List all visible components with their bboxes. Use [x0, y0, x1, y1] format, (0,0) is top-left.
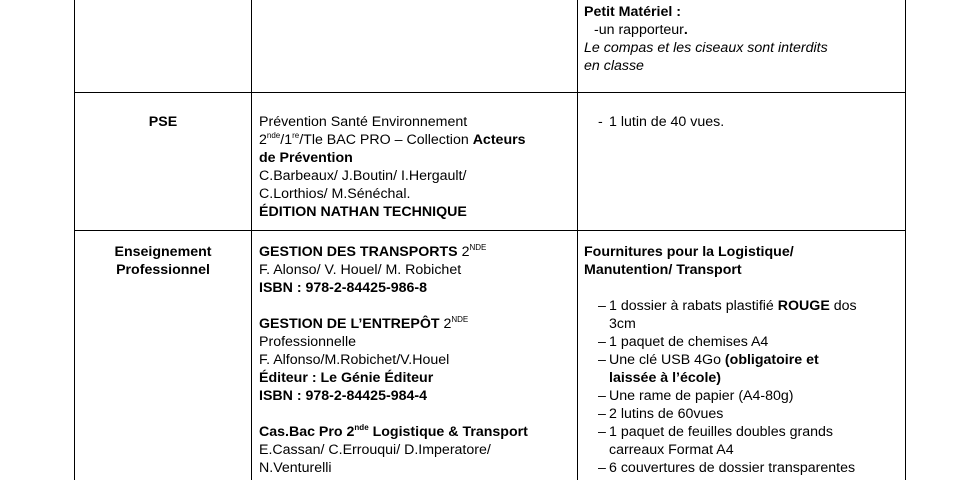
- supply-6: 1 paquet de feuilles doubles grands: [609, 424, 834, 440]
- book2-title-line: [259, 315, 528, 333]
- supply-item: [584, 297, 857, 315]
- book1-level-sup: NDE: [469, 243, 487, 252]
- book1-title: GESTION DES TRANSPORTS: [259, 244, 462, 260]
- note-line-1: Le compas et les ciseaux sont interdits: [584, 40, 828, 56]
- supply-item: [584, 405, 857, 423]
- supplies-title-2: Manutention/ Transport: [584, 262, 742, 278]
- pse-book-cell: [259, 113, 526, 221]
- supply-6-cont: carreaux Format A4: [609, 442, 734, 458]
- pro-subject-line-1: Enseignement: [114, 244, 212, 260]
- supply-2: 1 paquet de chemises A4: [609, 334, 769, 350]
- book2-title: GESTION DE L’ENTREPÔT: [259, 316, 444, 332]
- book3-authors-2: N.Venturelli: [259, 460, 332, 476]
- pse-level-2-sup: nde: [266, 131, 281, 140]
- petit-materiel-item-end: .: [683, 22, 688, 38]
- supply-3b: (obligatoire et: [724, 352, 819, 368]
- pro-books-cell: [259, 243, 528, 477]
- book3-title-sup: nde: [354, 423, 369, 432]
- supply-dash: –: [598, 424, 606, 440]
- petit-materiel-item-text: -un rapporteur: [594, 22, 684, 38]
- supply-1b: ROUGE: [777, 298, 830, 314]
- supply-item: [584, 387, 857, 405]
- petit-materiel-title: Petit Matériel :: [584, 4, 681, 20]
- pse-supplies-cell: [584, 113, 724, 131]
- book1-level: 2: [461, 244, 470, 260]
- supply-item: [584, 351, 857, 369]
- table-border-left: [74, 0, 75, 480]
- book1-title-line: [259, 243, 528, 261]
- top-supplies-cell: [584, 3, 828, 75]
- book1-isbn: ISBN : 978-2-84425-986-8: [259, 280, 427, 296]
- supply-7: 6 couvertures de dossier transparentes: [609, 460, 856, 476]
- pse-subject: PSE: [148, 114, 178, 130]
- pse-level-rest: /Tle BAC PRO – Collection: [299, 132, 473, 148]
- book3-title-a: Cas.Bac Pro 2: [259, 424, 355, 440]
- book3-title-line: [259, 423, 528, 441]
- supply-dash: –: [598, 460, 606, 476]
- supply-item: [584, 423, 857, 441]
- pro-subject: [75, 243, 251, 279]
- pse-book-title: Prévention Santé Environnement: [259, 114, 468, 130]
- book2-publisher: Éditeur : Le Génie Éditeur: [259, 370, 434, 386]
- supply-dash: –: [598, 406, 606, 422]
- pro-supplies-cell: [584, 243, 857, 477]
- supply-1a: 1 dossier à rabats plastifié: [609, 298, 778, 314]
- pse-authors-1: C.Barbeaux/ J.Boutin/ I.Hergault/: [259, 168, 467, 184]
- supplies-title-1: Fournitures pour la Logistique/: [584, 244, 794, 260]
- supply-item: [584, 459, 857, 477]
- column-divider-1: [251, 0, 252, 480]
- book1-authors: F. Alonso/ V. Houel/ M. Robichet: [259, 262, 462, 278]
- supply-dash: –: [598, 388, 606, 404]
- pse-publisher: ÉDITION NATHAN TECHNIQUE: [259, 204, 467, 220]
- supply-5: 2 lutins de 60vues: [609, 406, 724, 422]
- supply-4: Une rame de papier (A4-80g): [609, 388, 794, 404]
- pse-authors-2: C.Lorthios/ M.Sénéchal.: [259, 186, 411, 202]
- pse-level-2: 2: [259, 132, 267, 148]
- book3-title-b: Logistique & Transport: [368, 424, 528, 440]
- supply-3a: Une clé USB 4Go: [609, 352, 725, 368]
- pse-collection-2: de Prévention: [259, 150, 353, 166]
- table-border-right: [905, 0, 906, 480]
- book2-authors: F. Alfonso/M.Robichet/V.Houel: [259, 352, 450, 368]
- book2-subtitle: Professionnelle: [259, 334, 357, 350]
- column-divider-2: [577, 0, 578, 480]
- book3-authors-1: E.Cassan/ C.Errouqui/ D.Imperatore/: [259, 442, 491, 458]
- book2-level: 2: [443, 316, 452, 332]
- book2-level-sup: NDE: [451, 315, 469, 324]
- supply-dash: –: [598, 334, 606, 350]
- pse-level-1: /1: [280, 132, 293, 148]
- supply-1c: dos: [829, 298, 857, 314]
- supply-dash: –: [598, 298, 606, 314]
- supply-dash: –: [598, 352, 606, 368]
- pse-supply-dash: -: [598, 114, 603, 130]
- pse-level-line: [259, 131, 526, 149]
- note-line-2: en classe: [584, 58, 644, 74]
- row-divider-2: [74, 230, 906, 231]
- pse-supply-item: [584, 113, 724, 131]
- pro-subject-line-2: Professionnel: [116, 262, 210, 278]
- pse-supply-text: 1 lutin de 40 vues.: [609, 114, 725, 130]
- supply-item: [584, 333, 857, 351]
- book2-isbn: ISBN : 978-2-84425-984-4: [259, 388, 427, 404]
- supply-3-cont: laissée à l’école): [609, 370, 721, 386]
- supply-1-cont: 3cm: [609, 316, 636, 332]
- petit-materiel-item: [584, 21, 828, 39]
- pse-level-1-sup: re: [292, 131, 300, 140]
- pse-collection-1: Acteurs: [472, 132, 526, 148]
- row-divider-1: [74, 92, 906, 93]
